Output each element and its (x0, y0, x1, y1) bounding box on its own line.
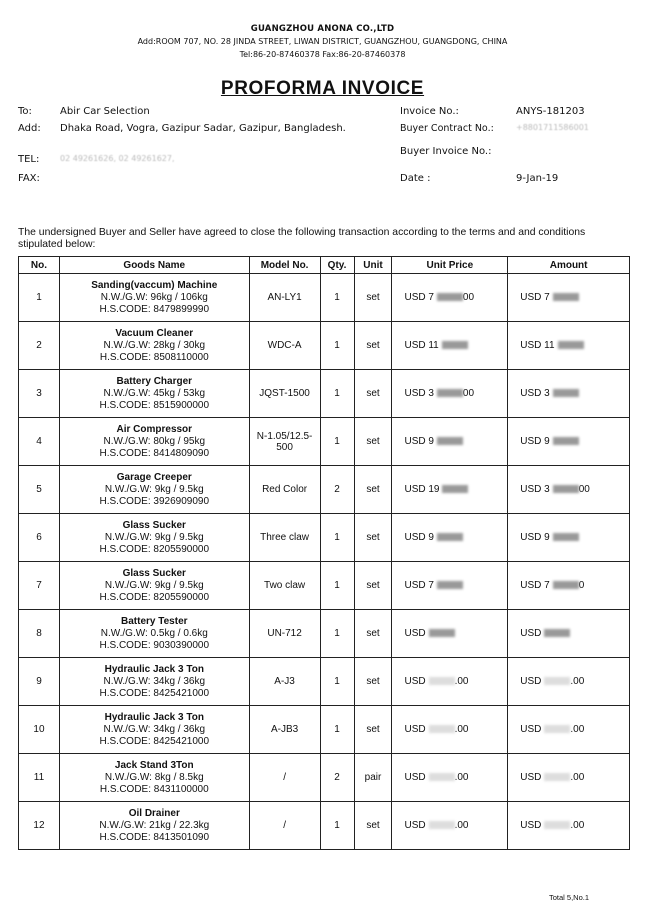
goods-hs-code: H.S.CODE: 8431100000 (99, 783, 209, 795)
unit-price: USD (404, 724, 426, 735)
row-no: 4 (19, 418, 60, 466)
items-table (18, 256, 630, 850)
unit-price-cell (392, 322, 508, 370)
col-header-unit: Unit (354, 257, 392, 274)
amount-cell (508, 466, 630, 514)
quantity: 1 (320, 418, 354, 466)
goods-hs-code: H.S.CODE: 8413501090 (99, 831, 210, 843)
redaction-mark (544, 821, 570, 829)
unit-price-cell (392, 466, 508, 514)
unit: set (354, 274, 392, 322)
redaction-mark (442, 485, 468, 493)
address-label: Add: (18, 123, 41, 134)
row-no: 8 (19, 610, 60, 658)
amount: USD (520, 820, 542, 831)
model-no: / (249, 802, 320, 850)
goods-hs-code: H.S.CODE: 8425421000 (99, 735, 210, 747)
unit-price-cell (392, 658, 508, 706)
goods-name: Hydraulic Jack 3 Ton (104, 711, 204, 723)
unit-price: USD (404, 676, 426, 687)
goods-cell (59, 514, 249, 562)
table-row (19, 514, 630, 562)
goods-weight: N.W./G.W: 21kg / 22.3kg (99, 819, 210, 831)
goods-cell (59, 802, 249, 850)
unit-price: USD 9 (404, 532, 434, 543)
amount: USD 11 (520, 340, 555, 351)
redaction-mark (553, 485, 579, 493)
amount: USD (520, 724, 542, 735)
redaction-mark (437, 533, 463, 541)
unit: set (354, 514, 392, 562)
date-label: Date : (400, 173, 431, 184)
quantity: 2 (320, 754, 354, 802)
goods-hs-code: H.S.CODE: 8515900000 (99, 399, 210, 411)
amount-tail: .00 (570, 820, 585, 831)
table-row (19, 562, 630, 610)
goods-name: Glass Sucker (122, 519, 186, 531)
company-address: Add:ROOM 707, NO. 28 JINDA STREET, LIWAN DISTRICT, GUANGZHOU, GUANGDONG, CHINA (137, 37, 508, 46)
goods-name: Sanding(vaccum) Machine (91, 279, 218, 291)
amount-cell (508, 514, 630, 562)
page-footer: Total 5,No.1 (548, 893, 589, 902)
redaction-mark (437, 581, 463, 589)
contract-no: +8801711586001 (516, 123, 589, 132)
unit-price-tail: 00 (462, 388, 475, 399)
goods-hs-code: H.S.CODE: 9030390000 (99, 639, 210, 651)
redaction-mark (442, 341, 468, 349)
quantity: 1 (320, 370, 354, 418)
col-header-goods: Goods Name (59, 257, 249, 274)
goods-cell (59, 466, 249, 514)
goods-cell (59, 322, 249, 370)
buyer-name: Abir Car Selection (60, 106, 150, 117)
unit-price: USD 19 (404, 484, 440, 495)
model-no: Three claw (249, 514, 320, 562)
goods-name: Air Compressor (116, 423, 193, 435)
goods-weight: N.W./G.W: 0.5kg / 0.6kg (100, 627, 208, 639)
table-row (19, 754, 630, 802)
table-row (19, 274, 630, 322)
amount-cell (508, 802, 630, 850)
redaction-mark (437, 437, 463, 445)
unit: set (354, 466, 392, 514)
unit-price-cell (392, 562, 508, 610)
row-no: 3 (19, 370, 60, 418)
document-title: PROFORMA INVOICE (220, 78, 425, 99)
quantity: 1 (320, 802, 354, 850)
contract-no-label: Buyer Contract No.: (400, 123, 494, 134)
quantity: 1 (320, 610, 354, 658)
unit-price-cell (392, 706, 508, 754)
model-no: Red Color (249, 466, 320, 514)
amount: USD 3 (520, 484, 550, 495)
unit-price-cell (392, 514, 508, 562)
table-row (19, 418, 630, 466)
goods-weight: N.W./G.W: 80kg / 95kg (103, 435, 206, 447)
unit-price: USD (404, 628, 426, 639)
redaction-mark (437, 389, 463, 397)
unit-price: USD 3 (404, 388, 434, 399)
unit-price: USD 11 (404, 340, 439, 351)
row-no: 9 (19, 658, 60, 706)
redaction-mark (429, 821, 455, 829)
amount-tail: .00 (570, 676, 585, 687)
col-header-qty: Qty. (320, 257, 354, 274)
goods-hs-code: H.S.CODE: 8425421000 (99, 687, 210, 699)
invoice-date: 9-Jan-19 (516, 173, 559, 184)
amount-cell (508, 274, 630, 322)
table-row (19, 370, 630, 418)
amount-cell (508, 562, 630, 610)
amount-cell (508, 610, 630, 658)
row-no: 2 (19, 322, 60, 370)
redaction-mark (553, 533, 579, 541)
amount-cell (508, 322, 630, 370)
model-no: Two claw (249, 562, 320, 610)
invoice-no: ANYS-181203 (516, 106, 585, 117)
row-no: 1 (19, 274, 60, 322)
table-row (19, 802, 630, 850)
row-no: 12 (19, 802, 60, 850)
redaction-mark (429, 773, 455, 781)
table-row (19, 658, 630, 706)
amount-tail: 00 (578, 484, 590, 495)
goods-name: Battery Tester (121, 615, 188, 627)
model-no: JQST-1500 (249, 370, 320, 418)
model-no: UN-712 (249, 610, 320, 658)
model-no: AN-LY1 (249, 274, 320, 322)
goods-cell (59, 370, 249, 418)
goods-cell (59, 562, 249, 610)
company-name: GUANGZHOU ANONA CO.,LTD (250, 24, 395, 34)
redaction-mark (544, 677, 570, 685)
unit: set (354, 322, 392, 370)
row-no: 6 (19, 514, 60, 562)
row-no: 5 (19, 466, 60, 514)
quantity: 1 (320, 658, 354, 706)
amount: USD 7 (520, 580, 550, 591)
redaction-mark (429, 629, 455, 637)
redaction-mark (544, 773, 570, 781)
to-label: To: (18, 106, 32, 117)
amount: USD 7 (520, 292, 550, 303)
model-no: A-J3 (249, 658, 320, 706)
unit-price-tail: .00 (454, 676, 469, 687)
goods-weight: N.W./G.W: 28kg / 30kg (103, 339, 206, 351)
quantity: 2 (320, 466, 354, 514)
redaction-mark (553, 437, 579, 445)
goods-cell (59, 418, 249, 466)
goods-name: Vacuum Cleaner (115, 327, 194, 339)
redaction-mark (429, 677, 455, 685)
unit-price-cell (392, 754, 508, 802)
col-header-model: Model No. (249, 257, 320, 274)
unit-price: USD 7 (404, 580, 434, 591)
unit: set (354, 562, 392, 610)
unit-price: USD (404, 772, 426, 783)
amount: USD (520, 628, 542, 639)
unit: set (354, 418, 392, 466)
goods-weight: N.W./G.W: 8kg / 8.5kg (104, 771, 204, 783)
redaction-mark (553, 293, 579, 301)
unit: pair (354, 754, 392, 802)
unit-price-cell (392, 802, 508, 850)
tel-label: TEL: (18, 154, 40, 165)
table-row (19, 610, 630, 658)
goods-name: Glass Sucker (122, 567, 186, 579)
goods-cell (59, 754, 249, 802)
unit-price: USD 9 (404, 436, 434, 447)
quantity: 1 (320, 322, 354, 370)
goods-cell (59, 610, 249, 658)
redaction-mark (544, 725, 570, 733)
redaction-mark (429, 725, 455, 733)
amount-cell (508, 370, 630, 418)
buyer-address: Dhaka Road, Vogra, Gazipur Sadar, Gazipur, Bangladesh. (60, 123, 346, 134)
model-no: / (249, 754, 320, 802)
amount: USD (520, 772, 542, 783)
table-row (19, 466, 630, 514)
redaction-mark (437, 293, 463, 301)
quantity: 1 (320, 562, 354, 610)
goods-cell (59, 706, 249, 754)
unit-price: USD (404, 820, 426, 831)
goods-hs-code: H.S.CODE: 8508110000 (99, 351, 209, 363)
unit-price-tail: 00 (462, 292, 475, 303)
amount: USD 9 (520, 532, 550, 543)
goods-weight: N.W./G.W: 9kg / 9.5kg (104, 531, 204, 543)
table-row (19, 706, 630, 754)
goods-hs-code: H.S.CODE: 8479899990 (99, 303, 210, 315)
unit-price-cell (392, 610, 508, 658)
unit-price-cell (392, 274, 508, 322)
buyer-tel: 02 49261626, 02 49261627, (60, 154, 175, 163)
unit: set (354, 370, 392, 418)
goods-hs-code: H.S.CODE: 8205590000 (99, 543, 210, 555)
goods-hs-code: H.S.CODE: 3926909090 (99, 495, 210, 507)
goods-name: Garage Creeper (116, 471, 192, 483)
quantity: 1 (320, 706, 354, 754)
model-no: A-JB3 (249, 706, 320, 754)
goods-weight: N.W./G.W: 9kg / 9.5kg (104, 579, 204, 591)
unit-price-tail: .00 (454, 724, 469, 735)
amount-cell (508, 658, 630, 706)
amount-cell (508, 706, 630, 754)
unit: set (354, 802, 392, 850)
goods-hs-code: H.S.CODE: 8205590000 (99, 591, 210, 603)
amount-tail: 0 (578, 580, 585, 591)
goods-weight: N.W./G.W: 96kg / 106kg (100, 291, 208, 303)
amount-tail: .00 (570, 724, 585, 735)
model-no: N-1.05/12.5-500 (249, 418, 320, 466)
redaction-mark (553, 389, 579, 397)
row-no: 7 (19, 562, 60, 610)
amount: USD 9 (520, 436, 550, 447)
amount: USD (520, 676, 542, 687)
quantity: 1 (320, 274, 354, 322)
unit-price-cell (392, 418, 508, 466)
amount-cell (508, 754, 630, 802)
amount: USD 3 (520, 388, 550, 399)
col-header-no: No. (19, 257, 60, 274)
redaction-mark (553, 581, 579, 589)
model-no: WDC-A (249, 322, 320, 370)
amount-cell (508, 418, 630, 466)
table-header-row (19, 257, 630, 274)
goods-weight: N.W./G.W: 34kg / 36kg (103, 723, 206, 735)
redaction-mark (558, 341, 584, 349)
col-header-amount: Amount (508, 257, 630, 274)
unit: set (354, 706, 392, 754)
buyer-invoice-label: Buyer Invoice No.: (400, 146, 492, 157)
table-row (19, 322, 630, 370)
row-no: 10 (19, 706, 60, 754)
row-no: 11 (19, 754, 60, 802)
company-phone: Tel:86-20-87460378 Fax:86-20-87460378 (239, 50, 406, 59)
invoice-no-label: Invoice No.: (400, 106, 459, 117)
redaction-mark (544, 629, 570, 637)
unit-price: USD 7 (404, 292, 434, 303)
amount-tail: .00 (570, 772, 585, 783)
goods-weight: N.W./G.W: 34kg / 36kg (103, 675, 206, 687)
quantity: 1 (320, 514, 354, 562)
goods-cell (59, 274, 249, 322)
terms-paragraph: The undersigned Buyer and Seller have agreed to close the following transaction according to the terms and and conditions stipulated below: (18, 227, 586, 250)
goods-hs-code: H.S.CODE: 8414809090 (99, 447, 210, 459)
unit-price-tail: .00 (454, 820, 469, 831)
unit: set (354, 658, 392, 706)
unit: set (354, 610, 392, 658)
goods-cell (59, 658, 249, 706)
goods-name: Battery Charger (116, 375, 193, 387)
fax-label: FAX: (18, 173, 40, 184)
goods-weight: N.W./G.W: 9kg / 9.5kg (104, 483, 204, 495)
col-header-unit-price: Unit Price (392, 257, 508, 274)
goods-name: Jack Stand 3Ton (114, 759, 194, 771)
unit-price-cell (392, 370, 508, 418)
unit-price-tail: .00 (454, 772, 469, 783)
goods-weight: N.W./G.W: 45kg / 53kg (103, 387, 206, 399)
goods-name: Oil Drainer (128, 807, 180, 819)
goods-name: Hydraulic Jack 3 Ton (104, 663, 204, 675)
